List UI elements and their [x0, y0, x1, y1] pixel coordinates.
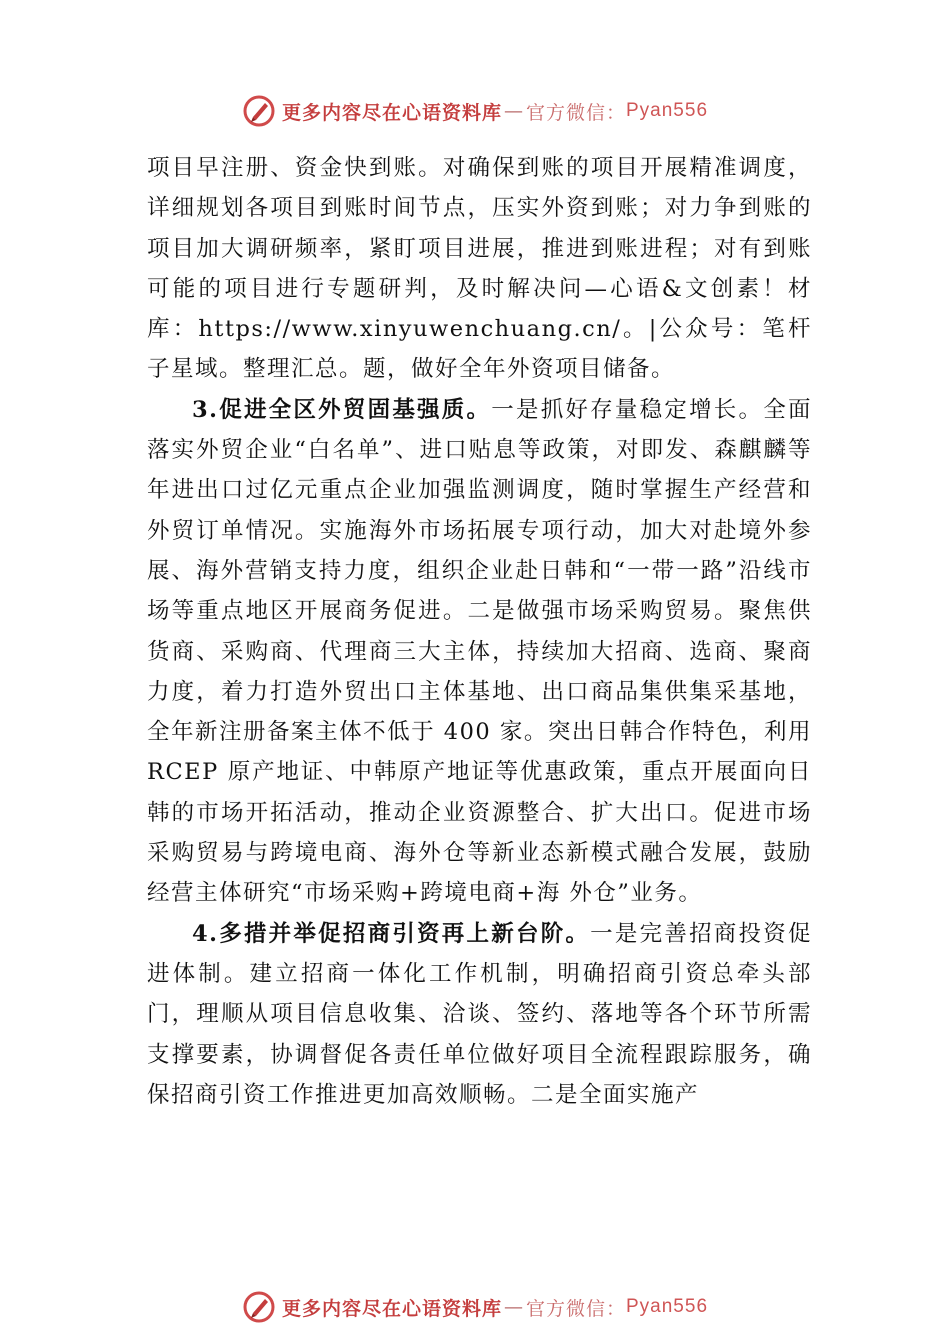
footer-brand: 更多内容尽在心语资料库 — [281, 1297, 502, 1320]
header-wechat-id: Pyan556 — [626, 100, 709, 121]
header-brand: 更多内容尽在心语资料库 — [281, 101, 502, 124]
paragraph-2-body: 一是抓好存量稳定增长。全面落实外贸企业“白名单”、进口贴息等政策，对即发、森麒麟等年进出口过亿元重点企业加强监测调度，随时掌握生产经营和外贸订单情况。实施海外市场拓展专项行动，加大对赴境外参展、海外营销支持力度，组织企业赴日韩和“一带一路”沿线市场等重点地区开展商务促进。二是做强市场采购贸易。聚焦供货商、采购商、代理商三大主体，持续加大招商、选商、聚商力度，着力打造外贸出口主体基地、出口商品集供集采基地，全年新注册备案主体不低于 400 家。突出日韩合作特色，利用 RCEP 原产地证、中韩原产地证等优惠政策，重点开展面向日韩的市场开拓活动，推动企业资源整合、扩大出口。促进市场采购贸易与跨境电商、海外仓等新业态新模式融合发展，鼓励经营主体研究“市场采购+跨境电商+海 外仓”业务。 — [147, 396, 812, 907]
footer-separator: — — [503, 1296, 524, 1318]
paragraph-3-heading: 4.多措并举促招商引资再上新台阶。 — [192, 920, 591, 947]
header-separator: — — [503, 100, 524, 122]
paragraph-2 — [147, 390, 812, 914]
paragraph-1-body: 项目早注册、资金快到账。对确保到账的项目开展精准调度，详细规划各项目到账时间节点，压实外资到账；对力争到账的项目加大调研频率，紧盯项目进展，推进到账进程；对有到账可能的项目进行专题研判，及时解决问—心语&文创素！材库：https://www.xinyuwenchuang.cn/。|公众号：笔杆子星域。整理汇总。题，做好全年外资项目储备。 — [147, 155, 812, 383]
paragraph-3 — [147, 914, 812, 1115]
header-banner — [0, 94, 950, 128]
footer-banner — [0, 1290, 950, 1324]
header-label: 官方微信： — [525, 101, 626, 124]
paragraph-1 — [147, 148, 812, 390]
pen-logo-icon — [242, 94, 276, 128]
footer-label: 官方微信： — [525, 1297, 626, 1320]
paragraph-3-body: 一是完善招商投资促进体制。建立招商一体化工作机制，明确招商引资总牵头部门，理顺从项目信息收集、洽谈、签约、落地等各个环节所需支撑要素，协调督促各责任单位做好项目全流程跟踪服务，确保招商引资工作推进更加高效顺畅。二是全面实施产 — [147, 920, 812, 1108]
footer-wechat-id: Pyan556 — [626, 1296, 709, 1317]
pen-logo-icon — [242, 1290, 276, 1324]
document-body — [147, 148, 812, 1115]
paragraph-2-heading: 3.促进全区外贸固基强质。 — [192, 396, 492, 423]
